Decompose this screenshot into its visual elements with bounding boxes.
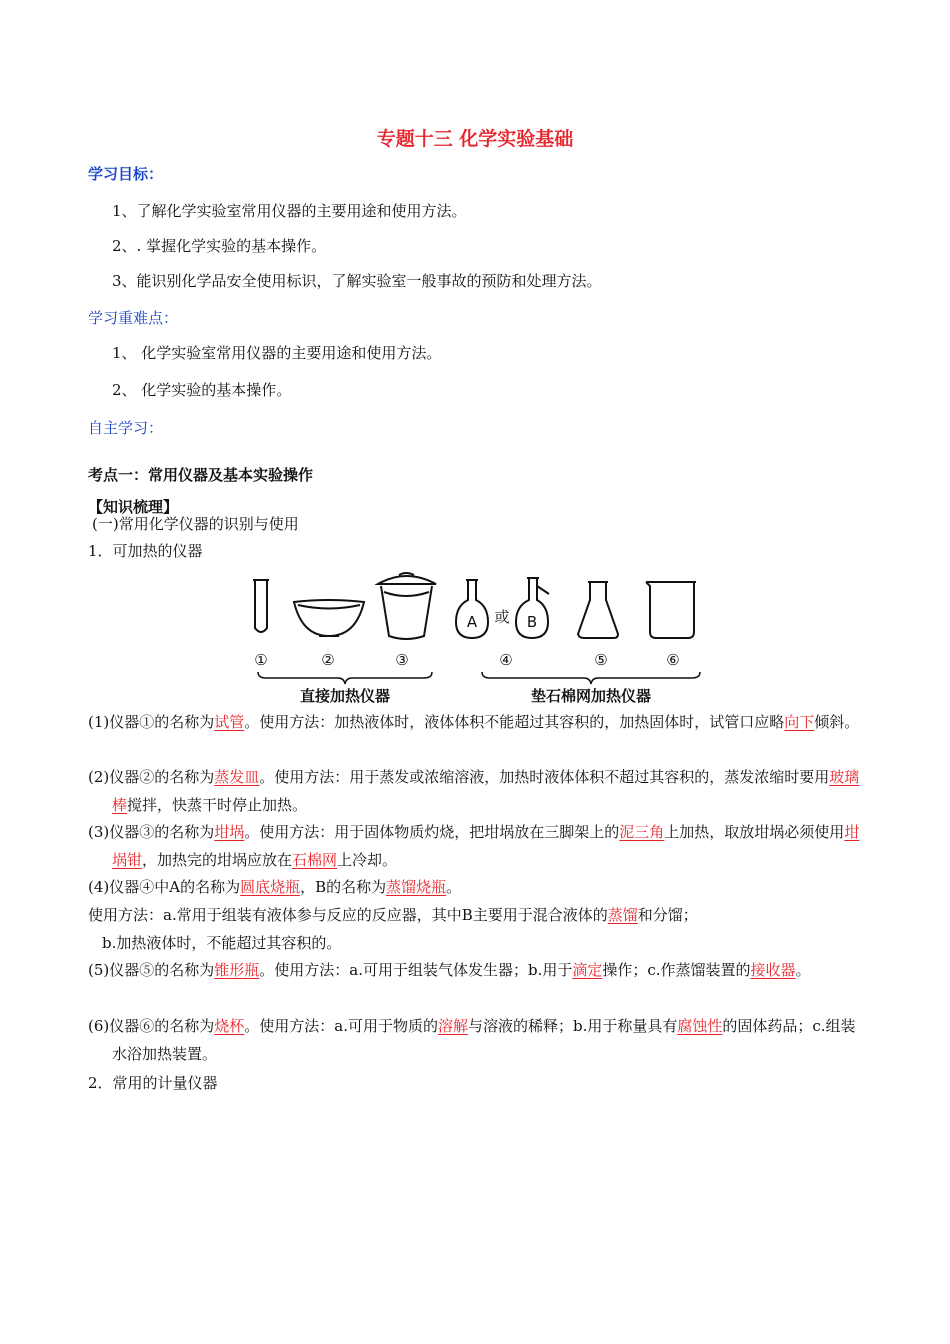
goal-item: 1、了解化学实验室常用仪器的主要用途和使用方法。: [112, 202, 467, 220]
answer-blank: 向下: [784, 713, 815, 731]
paragraph-instrument-2: (2)仪器②的名称为蒸发皿。使用方法：用于蒸发或浓缩溶液，加热时液体体积不超过其容积的，蒸发浓缩时要用玻璃棒搅拌，快蒸干时停止加热。: [88, 768, 860, 814]
answer-blank: 接收器: [750, 961, 796, 979]
flask-label-b: B: [526, 613, 538, 631]
keypoints-heading: 学习重难点：: [88, 309, 179, 327]
test-tube-icon: [253, 580, 269, 632]
section-heading: 考点一：常用仪器及基本实验操作: [88, 466, 314, 484]
answer-blank: 坩埚: [214, 823, 245, 841]
instrument-number: ③: [395, 651, 409, 669]
answer-blank: 腐蚀性: [677, 1017, 723, 1035]
answer-blank: 烧杯: [214, 1017, 245, 1035]
goal-item: 2、. 掌握化学实验的基本操作。: [112, 237, 327, 255]
answer-blank: 石棉网: [292, 851, 338, 869]
instrument-number: ①: [254, 651, 268, 669]
group-label-asbestos: 垫石棉网加热仪器: [530, 687, 652, 705]
instrument-number: ④: [499, 651, 513, 669]
flask-label-a: A: [466, 613, 478, 631]
answer-blank: 泥三角: [619, 823, 665, 841]
page-title: 专题十三 化学实验基础: [376, 128, 574, 150]
answer-blank: 蒸馏烧瓶: [386, 878, 447, 896]
brace-asbestos: [482, 672, 700, 684]
group-label-direct: 直接加热仪器: [299, 687, 391, 705]
answer-blank: 滴定: [572, 961, 603, 979]
goals-heading: 学习目标：: [88, 165, 164, 183]
answer-blank: 溶解: [437, 1017, 468, 1035]
crucible-icon: [378, 573, 436, 639]
conical-flask-icon: [578, 582, 618, 638]
or-label: 或: [494, 608, 510, 626]
list-heading-heatable: 1．可加热的仪器: [88, 542, 203, 560]
paragraph-instrument-4-usage: 使用方法：a.常用于组装有液体参与反应的反应器，其中B主要用于混合液体的蒸馏和分馏； b.加热液体时，不能超过其容积的。: [88, 906, 698, 952]
beaker-icon: [646, 582, 696, 638]
knowledge-heading: 【知识梳理】: [88, 498, 179, 516]
instrument-number: ⑤: [594, 651, 608, 669]
instrument-figure: [248, 570, 708, 710]
paragraph-instrument-1: (1)仪器①的名称为试管。使用方法：加热液体时，液体体积不能超过其容积的，加热固体时，试管口应略向下倾斜。: [88, 713, 860, 731]
answer-blank: 玻璃棒: [112, 768, 860, 814]
keypoint-item: 1、 化学实验室常用仪器的主要用途和使用方法。: [112, 344, 442, 362]
paragraph-instrument-6: (6)仪器⑥的名称为烧杯。使用方法：a.可用于物质的溶解与溶液的稀释；b.用于称量具有腐蚀性的固体药品；c.组装水浴加热装置。: [88, 1017, 856, 1063]
answer-blank: 蒸馏: [607, 906, 638, 924]
answer-blank: 坩埚钳: [112, 823, 860, 869]
paragraph-instrument-3: (3)仪器③的名称为坩埚。使用方法：用于固体物质灼烧，把坩埚放在三脚架上的泥三角上加热，取放坩埚必须使用坩埚钳，加热完的坩埚应放在石棉网上冷却。: [88, 823, 860, 869]
subsection-heading: (一)常用化学仪器的识别与使用: [92, 515, 299, 533]
keypoint-item: 2、 化学实验的基本操作。: [112, 381, 292, 399]
self-study-heading: 自主学习：: [88, 419, 164, 437]
answer-blank: 锥形瓶: [214, 961, 260, 979]
paragraph-instrument-4: (4)仪器④中A的名称为圆底烧瓶，B的名称为蒸馏烧瓶。: [88, 878, 462, 896]
answer-blank: 试管: [214, 713, 245, 731]
answer-blank: 圆底烧瓶: [240, 878, 301, 896]
brace-direct: [258, 672, 432, 684]
goal-item: 3、能识别化学品安全使用标识，了解实验室一般事故的预防和处理方法。: [112, 272, 602, 290]
answer-blank: 蒸发皿: [214, 768, 260, 786]
list-heading-measuring: 2．常用的计量仪器: [88, 1074, 218, 1092]
instrument-number: ⑥: [666, 651, 680, 669]
evaporating-dish-icon: [294, 600, 364, 636]
instrument-number: ②: [321, 651, 335, 669]
paragraph-instrument-5: (5)仪器⑤的名称为锥形瓶。使用方法：a.可用于组装气体发生器；b.用于滴定操作；c.作蒸馏装置的接收器。: [88, 961, 811, 979]
